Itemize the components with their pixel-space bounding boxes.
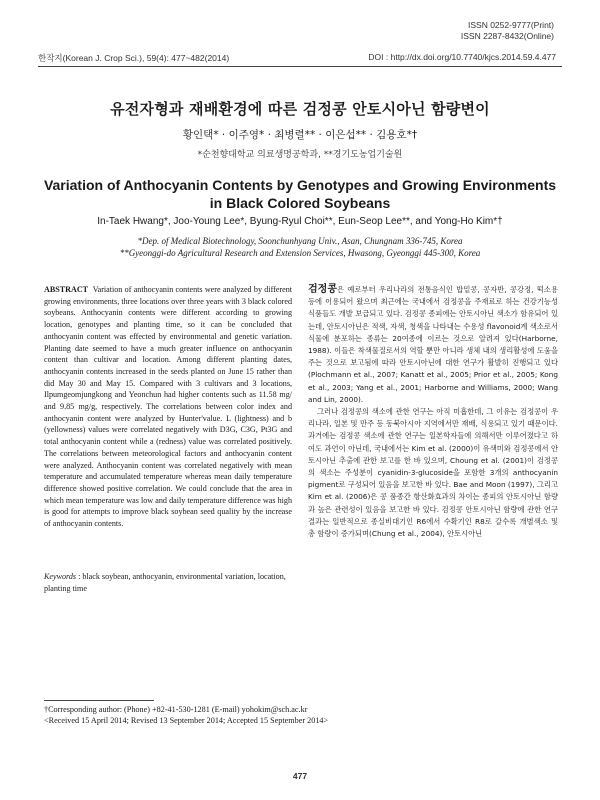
affiliation-2: **Gyeonggi-do Agricultural Research and Extension Services, Hwasong, Gyeonggi 445-300, Korea bbox=[119, 248, 481, 258]
english-title bbox=[40, 176, 560, 212]
journal-citation: 한작지(Korean J. Crop Sci.), 59(4): 477~482(2014) bbox=[38, 53, 230, 63]
issn-online: ISSN 2287-8432(Online) bbox=[460, 31, 554, 41]
abstract-text: Variation of anthocyanin contents were analyzed by different growing environments, three locations over three years with 3 black colored soybeans. Anthocyanin contents were different according to growing location, genotypes and planting time, so it can be concluded that anthocyanin content was effected by environmental and genetic variation. Planting date seemed to have a much greater influence on anthocyanin content than cultivar and location. Among different planting dates, anthocyanin contents increased in the seeds planted on June 15 rather than did May 30 and May 15. Compared with 3 cultivars and 3 locations, Ilpumgeomjungkong and Yeonchun had higher contents such as 11.58 mg/ and 9.85 mg/g, respectively. The correlations between color index and anthocyanin content were analyzed by Hunter'value. L (lightness) and b (yellowness) values were correlated negatively with D3G, C3G, Pt3G and total anthocyanin content while a (redness) value was correlated positively. The correlations between meteorological factors and anthocyanin content were analyzed. Anthocyanin content was correlated negatively with mean temperature and accumulated temperature whereas mean daily temperature difference showed positive correlation. We could conclude that the area in which mean temperature was low and daily temperature difference was high is good for attempts to improve black soybean seed quality by the increase of anthocyanin contents. bbox=[44, 285, 293, 529]
korean-affiliations: *순천향대학교 의료생명공학과, **경기도농업기술원 bbox=[197, 150, 403, 160]
footnote bbox=[44, 704, 564, 726]
korean-authors: 황인택* · 이주영* · 최병렬** · 이은섭** · 김용호*† bbox=[182, 129, 418, 141]
abstract-label: ABSTRACT bbox=[44, 285, 89, 294]
issn-print: ISSN 0252-9777(Print) bbox=[468, 20, 554, 30]
corresponding-author: †Corresponding author: (Phone) +82-41-530-1281 (E-mail) yohokim@sch.ac.kr bbox=[44, 705, 308, 714]
body-paragraph-1 bbox=[308, 284, 558, 406]
lead-word: 검정콩 bbox=[308, 284, 337, 295]
english-title-line2: in Black Colored Soybeans bbox=[209, 195, 391, 211]
body-text-column bbox=[308, 284, 558, 540]
footnote-divider bbox=[44, 700, 154, 701]
issn-block bbox=[461, 20, 554, 42]
keywords bbox=[44, 571, 292, 594]
doi-link[interactable]: DOI : http://dx.doi.org/10.7740/kjcs.2014.59.4.477 bbox=[368, 52, 556, 62]
received-dates: <Received 15 April 2014; Revised 13 September 2014; Accepted 15 September 2014> bbox=[44, 716, 329, 725]
page-number: 477 bbox=[292, 771, 308, 781]
body-paragraph-1-text: 은 예로부터 우리나라의 전통음식인 밥밑콩, 콩자반, 콩강정, 떡소용 등에 이용되어 왔으며 최근에는 국내에서 검정콩을 주재료로 하는 건강기능성 식품들도 개발 보급되고 있다. 검정콩 종피에는 안토시아닌 색소가 함유되어 있는데, 안토시아닌은 적색, 자색, 청색을 나타내는 수용성 flavonoid계 색소로서 식물에 분포하는 종류는 20여종에 이르는 것으로 알려져 있다(Harborne, 1988). 이들은 착색물질로서의 역할 뿐만 아니라 생체 내의 생리활성에 도움을 주는 것으로 보고됨에 따라 안토시아닌에 대한 연구가 활발히 진행되고 있다(Plochmann et al., 2007; Kanatt et al., 2005; Prior et al., 2005; Kong et al., 2003; Yang et al., 2001; Harborne and Williams, 2000; Wang and Lin, 2000). bbox=[308, 285, 558, 404]
body-paragraph-2: 그러나 검정콩의 색소에 관한 연구는 아직 미흡한데, 그 이유는 검정콩이 우리나라, 일본 및 만주 등 동북아시아 지역에서만 재배, 식용되고 있기 때문이다. 과거에는 검정콩 색소에 관한 연구는 일본학자들에 의해서만 이루어졌다고 하여도 과언이 아닌데, 국내에서는 Kim et al. (2000)이 유색미와 검정콩에서 안토시아닌 추출에 관한 보고를 한 바 있으며, Choung et al. (2001)이 검정콩의 색소는 주성분이 cyanidin-3-glucoside을 포함한 3개의 anthocyanin pigment로 구성되어 있음을 보고한 바 있다. Bae and Moon (1997), 그리고 Kim et al. (2006)은 콩 품종간 항산화효과의 차이는 종피의 안토시아닌 함량과 높은 관련성이 있음을 보고한 바 있다. 검정콩 안토시아닌 함량에 관한 연구결과는 일반적으로 종실비대기인 R6에서 수확기인 R8로 갈수록 개별색소 및 총 함량이 증가되며(Chung et al., 2004), 안토시아닌 bbox=[308, 407, 558, 539]
keywords-label: Keywords bbox=[44, 572, 77, 581]
affiliation-1: *Dep. of Medical Biotechnology, Soonchunhyang Univ., Asan, Chungnam 336-745, Korea bbox=[137, 236, 463, 246]
english-title-line1: Variation of Anthocyanin Contents by Genotypes and Growing Environments bbox=[43, 177, 557, 193]
header-divider bbox=[38, 66, 562, 67]
english-authors: In-Taek Hwang*, Joo-Young Lee*, Byung-Ryul Choi**, Eun-Seop Lee**, and Yong-Ho Kim*† bbox=[97, 216, 503, 227]
korean-title: 유전자형과 재배환경에 따른 검정콩 안토시아닌 함량변이 bbox=[110, 100, 490, 118]
abstract bbox=[44, 284, 292, 530]
english-affiliations bbox=[30, 235, 570, 259]
keywords-text: : black soybean, anthocyanin, environmental variation, location, planting time bbox=[44, 572, 286, 593]
